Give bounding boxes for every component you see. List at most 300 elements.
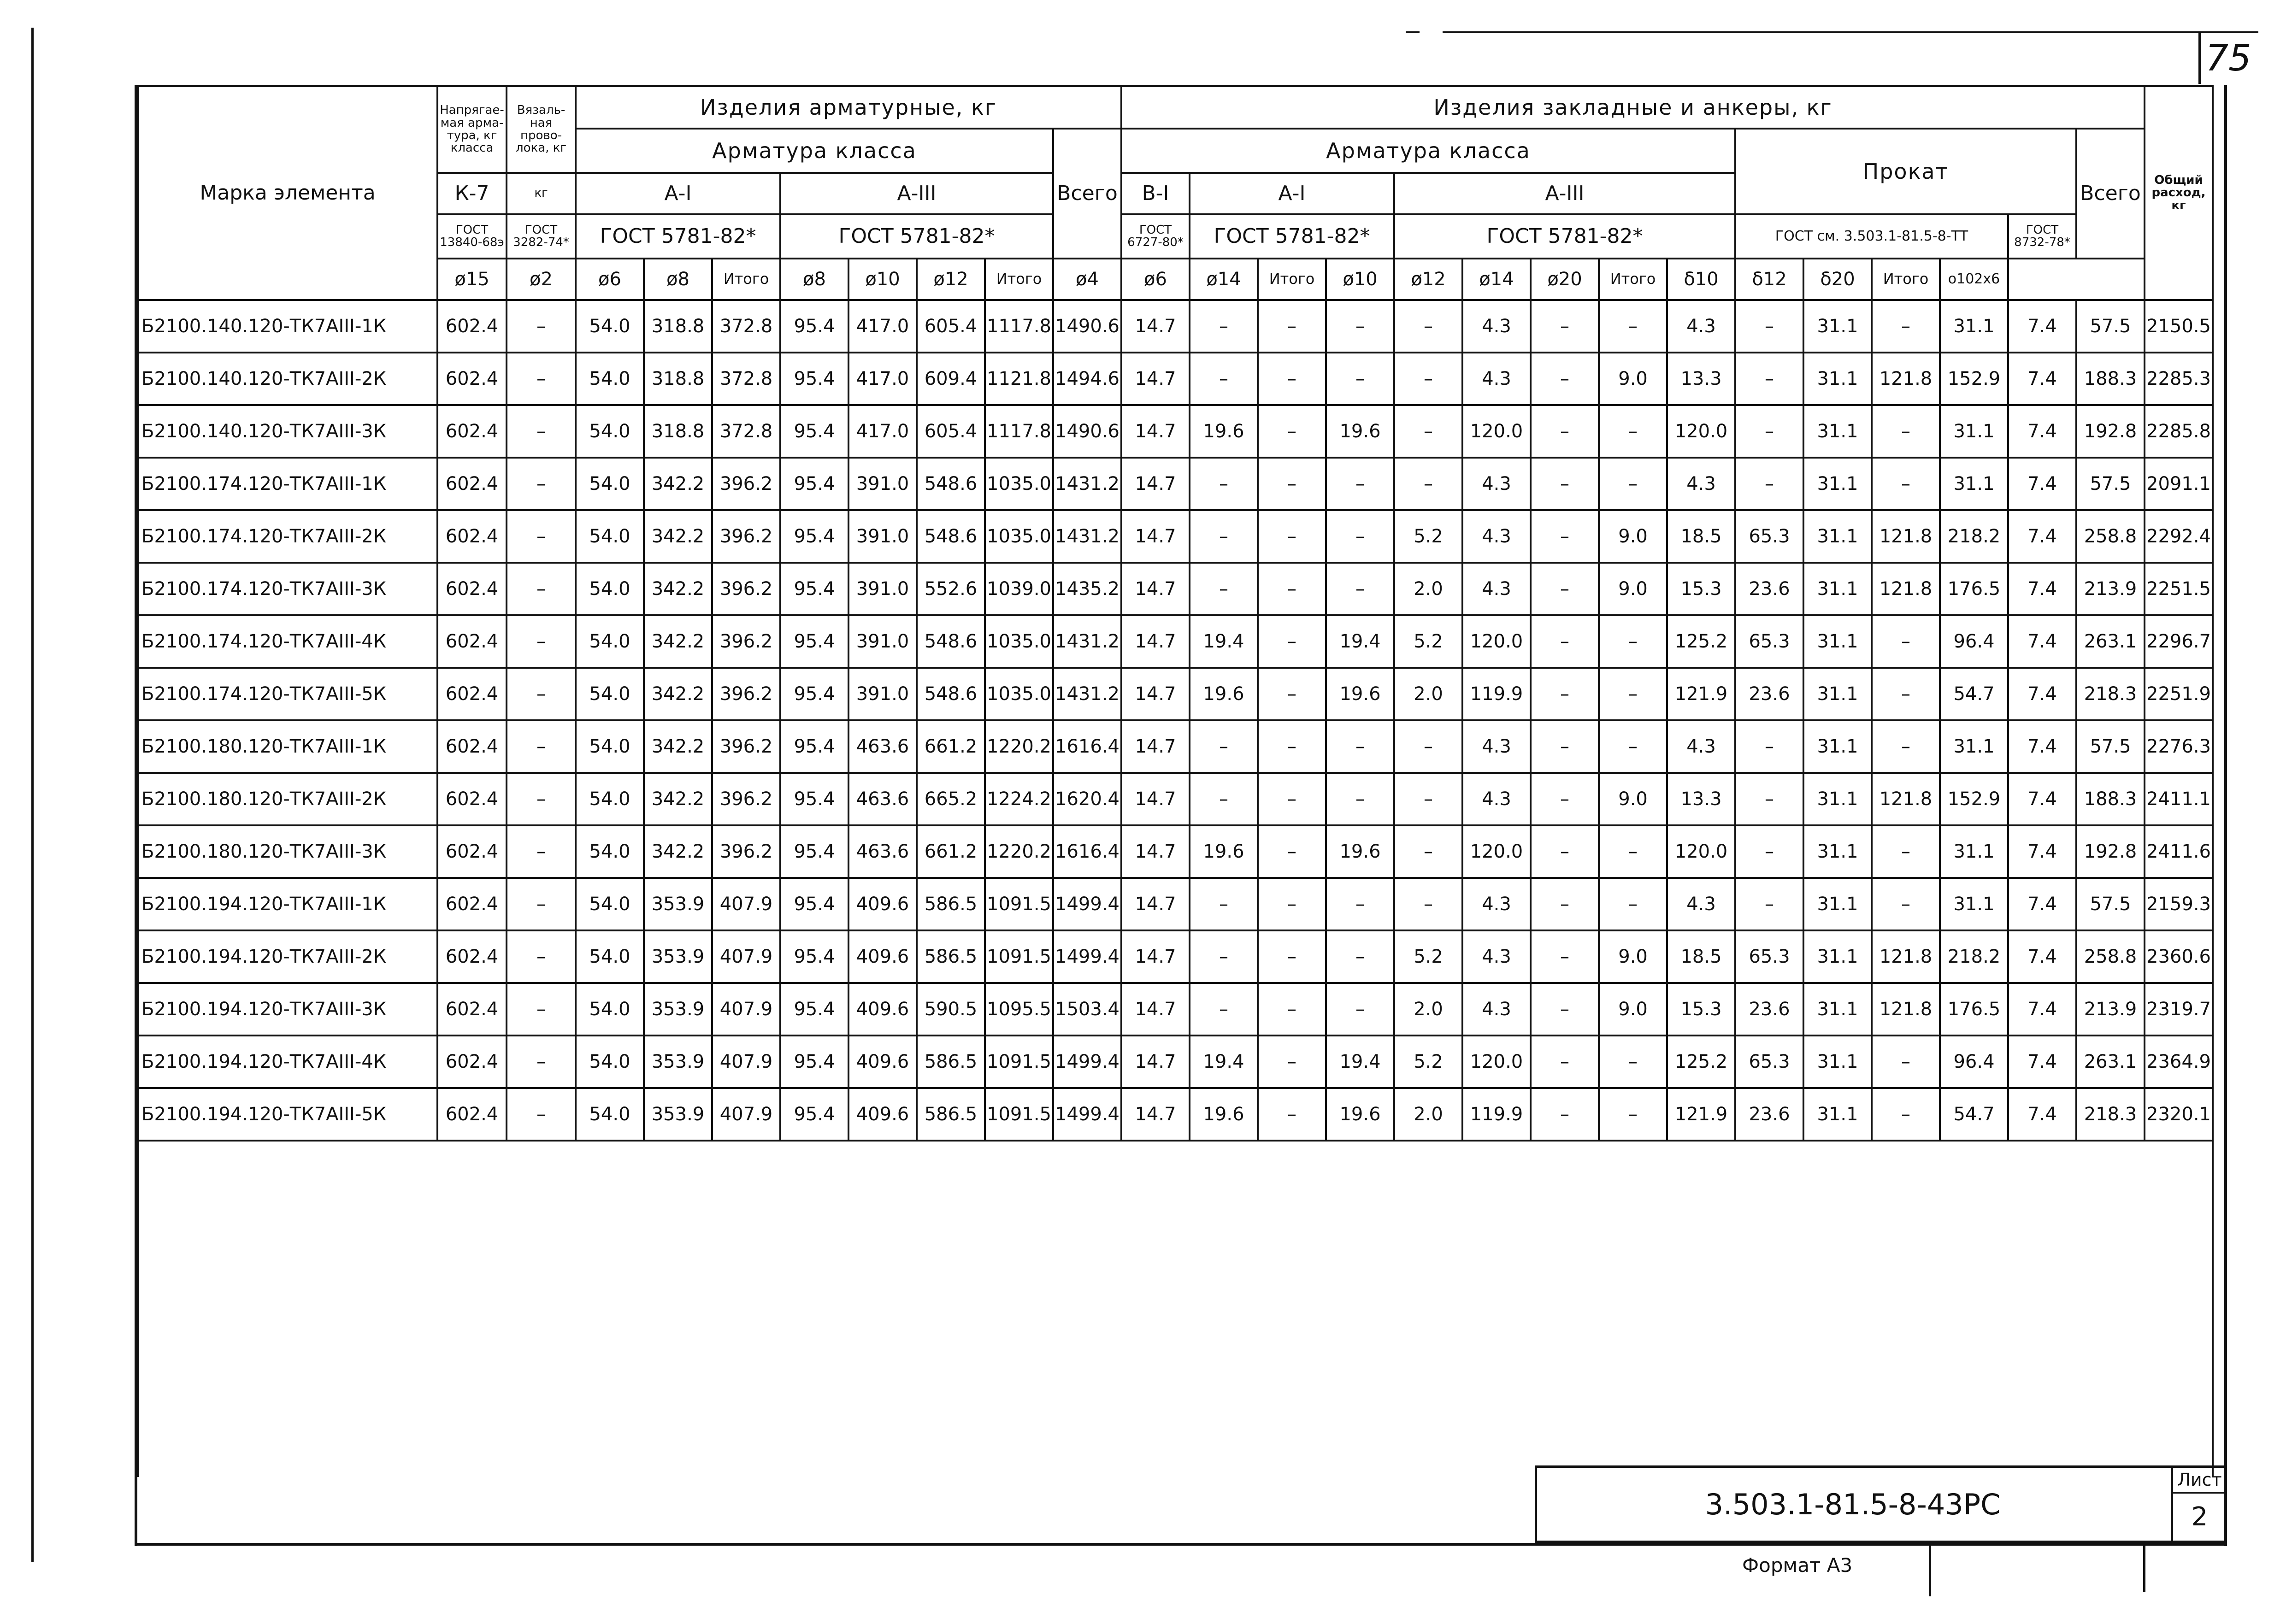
header-embedded-products: Изделия закладные и анкеры, кг [1121,86,2145,129]
value-cell: 14.7 [1121,1088,1190,1141]
value-cell: 19.4 [1190,615,1258,668]
value-cell: 1121.8 [985,353,1053,405]
value-cell: 1035.0 [985,510,1053,563]
value-cell: 23.6 [1735,668,1803,720]
diameter-header-cell: ø10 [1326,259,1394,300]
header-grand-total: Общий расход, кг [2145,86,2213,300]
value-cell: – [1258,773,1326,825]
value-cell: 2285.8 [2145,405,2213,458]
value-cell: 7.4 [2008,668,2076,720]
frame-bottom-line [135,1543,2227,1546]
value-cell: – [1258,825,1326,878]
value-cell: – [1258,668,1326,720]
value-cell: 342.2 [644,720,712,773]
value-cell: 31.1 [1803,825,1872,878]
value-cell: 96.4 [1940,1036,2008,1088]
header-wire-unit: кг [507,173,576,214]
table-body [138,300,2213,1141]
value-cell: 1220.2 [985,825,1053,878]
element-mark-cell: Б2100.174.120-ТК7АIII-2К [138,510,437,563]
value-cell: – [1394,300,1462,353]
element-mark-cell: Б2100.194.120-ТК7АIII-5К [138,1088,437,1141]
value-cell: 353.9 [644,983,712,1036]
header-gost-a1-2: ГОСТ 5781-82* [1190,214,1394,259]
diameter-header-cell: ø6 [576,259,644,300]
value-cell: 605.4 [917,300,985,353]
value-cell: – [1599,1088,1667,1141]
diameter-header-cell: Итого [1872,259,1940,300]
value-cell: 2091.1 [2145,458,2213,510]
table-row [138,615,2213,668]
diameter-header-cell: Итого [1599,259,1667,300]
value-cell: 602.4 [437,720,507,773]
value-cell: 396.2 [712,615,780,668]
value-cell: 19.6 [1190,825,1258,878]
value-cell: 407.9 [712,878,780,930]
value-cell: 391.0 [848,615,917,668]
value-cell: – [1599,878,1667,930]
value-cell: – [1531,300,1599,353]
value-cell: – [1872,1036,1940,1088]
diameter-header-cell: ø8 [780,259,848,300]
value-cell: 1490.6 [1053,300,1121,353]
value-cell: – [1531,878,1599,930]
value-cell: 31.1 [1803,668,1872,720]
value-cell: 590.5 [917,983,985,1036]
value-cell: – [1394,353,1462,405]
diameter-header-cell: ø10 [848,259,917,300]
value-cell: 57.5 [2076,878,2145,930]
value-cell: – [1735,300,1803,353]
value-cell: 1431.2 [1053,510,1121,563]
format-label: Формат А3 [1742,1554,1853,1577]
value-cell: – [1190,878,1258,930]
value-cell: 23.6 [1735,563,1803,615]
value-cell: 605.4 [917,405,985,458]
table-row [138,353,2213,405]
value-cell: 2292.4 [2145,510,2213,563]
value-cell: 1503.4 [1053,983,1121,1036]
value-cell: 548.6 [917,668,985,720]
value-cell: – [1258,930,1326,983]
value-cell: 407.9 [712,1088,780,1141]
element-mark-cell: Б2100.174.120-ТК7АIII-3К [138,563,437,615]
value-cell: 57.5 [2076,300,2145,353]
value-cell: 96.4 [1940,615,2008,668]
value-cell: 18.5 [1667,510,1735,563]
value-cell: 54.0 [576,458,644,510]
value-cell: 19.6 [1190,668,1258,720]
value-cell: 54.0 [576,563,644,615]
value-cell: – [1735,353,1803,405]
value-cell: – [1326,720,1394,773]
value-cell: 54.0 [576,353,644,405]
title-block [1535,1465,2226,1543]
value-cell: 95.4 [780,563,848,615]
header-gost-angle: ГОСТ 8732-78* [2008,214,2076,259]
value-cell: 54.0 [576,1088,644,1141]
diameter-header-cell: ø14 [1190,259,1258,300]
value-cell: – [1531,930,1599,983]
value-cell: 372.8 [712,300,780,353]
value-cell: – [1258,300,1326,353]
header-gost-wire: ГОСТ 3282-74* [507,214,576,259]
header-gost-rolled: ГОСТ см. 3.503.1-81.5-8-ТТ [1735,214,2008,259]
value-cell: – [1394,825,1462,878]
value-cell: 4.3 [1462,773,1531,825]
value-cell: 602.4 [437,405,507,458]
format-divider-right [2143,1546,2145,1592]
value-cell: 372.8 [712,353,780,405]
value-cell: 120.0 [1462,405,1531,458]
header-gost-a1-1: ГОСТ 5781-82* [576,214,780,259]
format-divider-left [1929,1546,1931,1596]
value-cell: 14.7 [1121,720,1190,773]
value-cell: – [1531,825,1599,878]
value-cell: 2320.1 [2145,1088,2213,1141]
value-cell: 54.0 [576,1036,644,1088]
value-cell: 1494.6 [1053,353,1121,405]
value-cell: 95.4 [780,1036,848,1088]
header-gost-a3-2: ГОСТ 5781-82* [1394,214,1735,259]
value-cell: 31.1 [1803,615,1872,668]
value-cell: 23.6 [1735,1088,1803,1141]
value-cell: 7.4 [2008,878,2076,930]
value-cell: 213.9 [2076,983,2145,1036]
header-a1-1: А-I [576,173,780,214]
value-cell: 417.0 [848,405,917,458]
value-cell: 121.8 [1872,773,1940,825]
value-cell: 602.4 [437,615,507,668]
value-cell: – [1531,458,1599,510]
value-cell: – [507,878,576,930]
element-mark-cell: Б2100.194.120-ТК7АIII-1К [138,878,437,930]
value-cell: 19.6 [1190,1088,1258,1141]
value-cell: 4.3 [1462,300,1531,353]
value-cell: – [1326,300,1394,353]
value-cell: – [1531,983,1599,1036]
diameter-header-cell: Итого [985,259,1053,300]
table-row [138,405,2213,458]
value-cell: 602.4 [437,510,507,563]
table-row [138,983,2213,1036]
value-cell: 417.0 [848,300,917,353]
value-cell: 218.3 [2076,668,2145,720]
value-cell: 31.1 [1803,300,1872,353]
value-cell: 353.9 [644,1088,712,1141]
value-cell: 54.0 [576,983,644,1036]
value-cell: 7.4 [2008,353,2076,405]
value-cell: – [507,1036,576,1088]
value-cell: 2285.3 [2145,353,2213,405]
value-cell: – [1326,878,1394,930]
element-mark-cell: Б2100.194.120-ТК7АIII-4К [138,1036,437,1088]
value-cell: 417.0 [848,353,917,405]
value-cell: 7.4 [2008,1088,2076,1141]
value-cell: – [1190,773,1258,825]
value-cell: 14.7 [1121,878,1190,930]
value-cell: 4.3 [1667,300,1735,353]
value-cell: 4.3 [1462,353,1531,405]
value-cell: 391.0 [848,458,917,510]
diameter-header-cell: ø14 [1462,259,1531,300]
value-cell: 353.9 [644,930,712,983]
value-cell: 95.4 [780,353,848,405]
value-cell: 121.8 [1872,563,1940,615]
element-mark-cell: Б2100.194.120-ТК7АIII-2К [138,930,437,983]
value-cell: 2411.1 [2145,773,2213,825]
value-cell: – [1326,773,1394,825]
diameter-header-row [138,259,2213,300]
header-k7: К-7 [437,173,507,214]
value-cell: 54.0 [576,615,644,668]
value-cell: 176.5 [1940,983,2008,1036]
element-mark-cell: Б2100.180.120-ТК7АIII-1К [138,720,437,773]
value-cell: – [1394,720,1462,773]
value-cell: 7.4 [2008,930,2076,983]
value-cell: 1091.5 [985,1088,1053,1141]
value-cell: 396.2 [712,668,780,720]
value-cell: – [1190,458,1258,510]
value-cell: 407.9 [712,930,780,983]
value-cell: – [507,825,576,878]
value-cell: 31.1 [1940,720,2008,773]
value-cell: 552.6 [917,563,985,615]
table-row [138,300,2213,353]
value-cell: – [507,773,576,825]
value-cell: – [1258,563,1326,615]
value-cell: 119.9 [1462,1088,1531,1141]
sheet-box [2171,1468,2226,1541]
value-cell: 31.1 [1940,878,2008,930]
value-cell: – [1599,405,1667,458]
value-cell: – [1258,983,1326,1036]
element-mark-cell: Б2100.140.120-ТК7АIII-1К [138,300,437,353]
value-cell: 54.0 [576,720,644,773]
element-mark-cell: Б2100.174.120-ТК7АIII-4К [138,615,437,668]
table-row [138,1088,2213,1141]
value-cell: – [1531,353,1599,405]
value-cell: – [1258,353,1326,405]
value-cell: – [1258,878,1326,930]
value-cell: – [1258,405,1326,458]
value-cell: – [1190,930,1258,983]
value-cell: 258.8 [2076,930,2145,983]
value-cell: 7.4 [2008,1036,2076,1088]
diameter-header-cell: Итого [1258,259,1326,300]
value-cell: – [1872,615,1940,668]
value-cell: – [1735,773,1803,825]
value-cell: 396.2 [712,720,780,773]
value-cell: – [507,668,576,720]
value-cell: 1039.0 [985,563,1053,615]
value-cell: – [1258,510,1326,563]
value-cell: 318.8 [644,405,712,458]
value-cell: – [1394,773,1462,825]
value-cell: 121.9 [1667,668,1735,720]
value-cell: 2411.6 [2145,825,2213,878]
value-cell: – [1735,720,1803,773]
value-cell: – [1326,983,1394,1036]
header-wire: Вязаль-ная прово-лока, кг [507,86,576,173]
value-cell: 1095.5 [985,983,1053,1036]
table-row [138,773,2213,825]
value-cell: 4.3 [1462,878,1531,930]
value-cell: 396.2 [712,458,780,510]
value-cell: 9.0 [1599,773,1667,825]
value-cell: 121.8 [1872,353,1940,405]
value-cell: 1490.6 [1053,405,1121,458]
value-cell: 5.2 [1394,510,1462,563]
value-cell: 14.7 [1121,405,1190,458]
value-cell: 342.2 [644,458,712,510]
value-cell: 396.2 [712,563,780,615]
value-cell: 188.3 [2076,773,2145,825]
value-cell: – [1872,405,1940,458]
value-cell: 1616.4 [1053,720,1121,773]
diameter-header-cell: ø8 [644,259,712,300]
value-cell: 176.5 [1940,563,2008,615]
value-cell: 2.0 [1394,668,1462,720]
value-cell: 19.4 [1190,1036,1258,1088]
value-cell: 218.3 [2076,1088,2145,1141]
value-cell: 19.6 [1326,825,1394,878]
value-cell: 1431.2 [1053,458,1121,510]
frame-top-line [1443,31,2258,33]
value-cell: – [1599,300,1667,353]
value-cell: 95.4 [780,458,848,510]
value-cell: 602.4 [437,458,507,510]
value-cell: 1091.5 [985,930,1053,983]
value-cell: 188.3 [2076,353,2145,405]
value-cell: 4.3 [1462,510,1531,563]
table-row [138,825,2213,878]
value-cell: 15.3 [1667,983,1735,1036]
value-cell: 95.4 [780,720,848,773]
element-mark-cell: Б2100.180.120-ТК7АIII-2К [138,773,437,825]
value-cell: 586.5 [917,1036,985,1088]
value-cell: – [1872,668,1940,720]
value-cell: 57.5 [2076,720,2145,773]
value-cell: 318.8 [644,300,712,353]
value-cell: – [1258,458,1326,510]
diameter-header-cell: ø6 [1121,259,1190,300]
value-cell: 14.7 [1121,668,1190,720]
value-cell: 602.4 [437,668,507,720]
value-cell: 31.1 [1940,825,2008,878]
value-cell: 9.0 [1599,983,1667,1036]
header-total-2: Всего [2076,129,2145,259]
value-cell: 7.4 [2008,615,2076,668]
value-cell: 7.4 [2008,720,2076,773]
value-cell: – [1531,773,1599,825]
value-cell: 125.2 [1667,1036,1735,1088]
value-cell: 548.6 [917,510,985,563]
value-cell: 1091.5 [985,878,1053,930]
table-row [138,930,2213,983]
value-cell: – [1735,458,1803,510]
value-cell: 14.7 [1121,563,1190,615]
value-cell: 31.1 [1803,773,1872,825]
value-cell: – [1190,353,1258,405]
value-cell: – [1531,405,1599,458]
value-cell: 661.2 [917,720,985,773]
value-cell: 548.6 [917,615,985,668]
value-cell: – [1531,563,1599,615]
diameter-header-cell: ø20 [1531,259,1599,300]
value-cell: – [507,930,576,983]
table-row [138,1036,2213,1088]
value-cell: 1431.2 [1053,668,1121,720]
value-cell: 4.3 [1462,458,1531,510]
value-cell: 31.1 [1803,405,1872,458]
value-cell: 9.0 [1599,510,1667,563]
value-cell: 54.0 [576,825,644,878]
value-cell: – [1531,668,1599,720]
value-cell: – [1326,563,1394,615]
value-cell: 31.1 [1940,300,2008,353]
value-cell: 1499.4 [1053,1036,1121,1088]
value-cell: 54.7 [1940,1088,2008,1141]
diameter-header-cell: δ12 [1735,259,1803,300]
value-cell: 121.8 [1872,983,1940,1036]
value-cell: – [1872,458,1940,510]
value-cell: 7.4 [2008,983,2076,1036]
value-cell: 121.9 [1667,1088,1735,1141]
value-cell: 2.0 [1394,563,1462,615]
value-cell: 218.2 [1940,510,2008,563]
value-cell: 192.8 [2076,825,2145,878]
value-cell: 407.9 [712,1036,780,1088]
value-cell: 218.2 [1940,930,2008,983]
value-cell: 54.0 [576,878,644,930]
table-row [138,510,2213,563]
value-cell: 1431.2 [1053,615,1121,668]
value-cell: 19.4 [1326,1036,1394,1088]
value-cell: 14.7 [1121,773,1190,825]
value-cell: 7.4 [2008,825,2076,878]
value-cell: 120.0 [1462,615,1531,668]
value-cell: 263.1 [2076,615,2145,668]
value-cell: 407.9 [712,983,780,1036]
value-cell: 95.4 [780,510,848,563]
value-cell: 95.4 [780,405,848,458]
value-cell: 1616.4 [1053,825,1121,878]
value-cell: 57.5 [2076,458,2145,510]
value-cell: 31.1 [1803,878,1872,930]
table-row [138,668,2213,720]
value-cell: – [1258,615,1326,668]
value-cell: 1035.0 [985,615,1053,668]
value-cell: 1220.2 [985,720,1053,773]
header-rebar-products: Изделия арматурные, кг [576,86,1121,129]
value-cell: 4.3 [1667,878,1735,930]
value-cell: 342.2 [644,773,712,825]
value-cell: 54.0 [576,300,644,353]
value-cell: 54.0 [576,510,644,563]
diameter-header-cell: о102х6 [1940,259,2008,300]
value-cell: 409.6 [848,1088,917,1141]
value-cell: 95.4 [780,300,848,353]
value-cell: 14.7 [1121,458,1190,510]
value-cell: – [1531,1088,1599,1141]
diameter-header-cell: ø2 [507,259,576,300]
value-cell: 4.3 [1462,930,1531,983]
value-cell: – [1599,1036,1667,1088]
value-cell: 342.2 [644,825,712,878]
value-cell: – [1531,615,1599,668]
value-cell: 602.4 [437,983,507,1036]
